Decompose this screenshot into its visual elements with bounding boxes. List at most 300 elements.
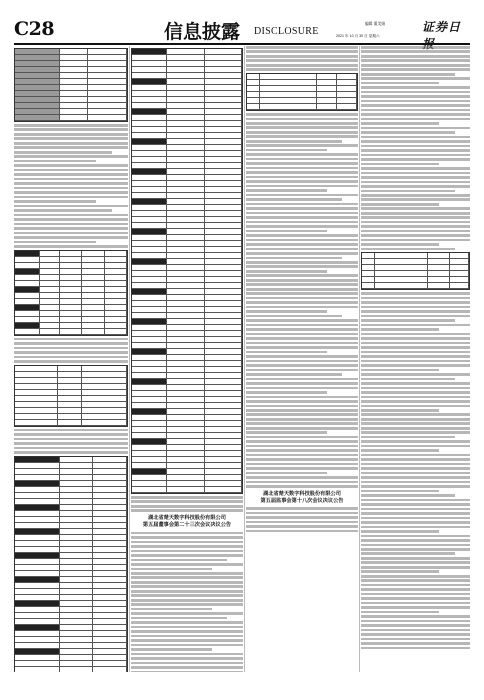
section-title-english: DISCLOSURE	[254, 26, 319, 37]
notice-title: 第五届董事会第二十三次会议决议公告	[142, 521, 232, 528]
text-line	[14, 241, 96, 244]
text-line	[361, 413, 470, 416]
text-line	[131, 635, 243, 638]
text-line	[361, 548, 470, 551]
text-line	[246, 476, 358, 479]
text-line	[361, 400, 470, 403]
text-line	[14, 347, 128, 350]
text-line	[131, 662, 243, 665]
text-line	[14, 146, 128, 149]
text-line	[361, 46, 470, 49]
text-line	[14, 429, 128, 432]
text-line	[131, 617, 227, 620]
text-line	[246, 387, 358, 390]
text-line	[361, 172, 470, 175]
text-line	[361, 418, 470, 421]
text-line	[361, 91, 470, 94]
text-line	[246, 162, 358, 165]
text-line	[246, 212, 358, 215]
text-line	[246, 216, 358, 219]
text-line	[361, 593, 470, 596]
table-cell	[15, 420, 58, 426]
text-line	[246, 512, 358, 515]
text-line	[361, 122, 439, 125]
text-line	[14, 205, 128, 208]
text-line	[246, 239, 358, 242]
text-line	[361, 225, 470, 228]
table-cell	[167, 487, 204, 493]
text-line	[246, 153, 358, 156]
text-line	[14, 124, 128, 127]
text-line	[246, 194, 358, 197]
text-line	[361, 95, 470, 98]
text-line	[361, 181, 470, 184]
text-line	[361, 566, 470, 569]
text-line	[131, 657, 243, 660]
text-line	[131, 545, 243, 548]
text-line	[246, 158, 358, 161]
text-line	[246, 530, 358, 533]
text-line	[361, 127, 470, 130]
text-line	[361, 149, 470, 152]
column-4	[361, 46, 470, 672]
text-line	[131, 581, 243, 584]
text-line	[246, 418, 358, 421]
text-line	[14, 137, 128, 140]
text-line	[361, 145, 470, 148]
header-rule	[14, 43, 470, 45]
text-line	[14, 187, 128, 190]
text-line	[361, 207, 470, 210]
column-divider	[359, 46, 360, 672]
text-line	[246, 427, 358, 430]
text-line	[246, 369, 358, 372]
text-line	[131, 608, 212, 611]
text-line	[246, 257, 342, 260]
text-line	[131, 599, 243, 602]
text-line	[361, 324, 470, 327]
text-line	[14, 164, 128, 167]
table-cell	[58, 420, 83, 426]
text-line	[246, 288, 358, 291]
notice-company: 湖北省楚天数字科技股份有限公司	[263, 490, 341, 497]
text-line	[361, 230, 470, 233]
text-line	[246, 207, 358, 210]
text-line	[361, 369, 439, 372]
text-line	[361, 306, 470, 309]
text-line	[246, 274, 358, 277]
text-line	[246, 454, 358, 457]
table-cell	[362, 283, 375, 289]
text-line	[246, 149, 327, 152]
text-line	[361, 396, 470, 399]
text-line	[246, 261, 358, 264]
text-line	[361, 597, 470, 600]
text-line	[361, 575, 470, 578]
text-line	[361, 131, 455, 134]
text-line	[361, 530, 439, 533]
text-line	[361, 624, 470, 627]
text-line	[246, 449, 358, 452]
text-line	[131, 590, 243, 593]
text-line	[361, 351, 470, 354]
text-line	[14, 209, 112, 212]
text-line	[246, 463, 358, 466]
text-line	[361, 521, 470, 524]
text-line	[131, 500, 243, 503]
text-line	[246, 185, 358, 188]
table-cell	[40, 329, 60, 335]
text-line	[246, 440, 358, 443]
text-line	[361, 239, 470, 242]
disclosure-table	[14, 456, 128, 672]
text-line	[361, 360, 470, 363]
text-line	[361, 647, 470, 650]
text-line	[361, 620, 470, 623]
text-line	[361, 297, 470, 300]
text-line	[131, 639, 243, 642]
text-line	[14, 442, 128, 445]
column-2	[131, 46, 243, 672]
text-line	[131, 653, 243, 656]
text-line	[246, 46, 358, 49]
text-line	[361, 158, 470, 161]
table-cell	[450, 283, 469, 289]
table-cell	[93, 667, 127, 672]
text-line	[361, 485, 470, 488]
text-line	[361, 212, 470, 215]
text-line	[361, 77, 470, 80]
text-line	[246, 171, 358, 174]
date-line: 2021 年 10 月 30 日 星期六	[336, 34, 380, 38]
text-line	[361, 64, 470, 67]
text-line	[361, 436, 455, 439]
text-line	[131, 644, 243, 647]
text-line	[131, 563, 243, 566]
text-line	[361, 526, 470, 529]
table-cell	[60, 115, 88, 121]
text-line	[246, 189, 327, 192]
text-line	[131, 496, 243, 499]
text-line	[246, 118, 358, 121]
text-line	[131, 559, 227, 562]
text-line	[246, 310, 327, 313]
text-line	[361, 431, 470, 434]
text-line	[361, 539, 470, 542]
text-line	[361, 382, 470, 385]
text-line	[361, 584, 470, 587]
text-line	[361, 611, 439, 614]
text-line	[361, 629, 470, 632]
text-line	[361, 458, 470, 461]
notice-title: 第五届监事会第十八次会议决议公告	[260, 497, 344, 504]
text-line	[361, 342, 470, 345]
text-line	[14, 351, 128, 354]
text-line	[246, 279, 358, 282]
newspaper-logo: 证券日	[422, 20, 462, 34]
text-line	[361, 476, 470, 479]
text-line	[361, 315, 470, 318]
text-line	[14, 232, 128, 235]
disclosure-table	[14, 365, 128, 427]
text-line	[14, 433, 128, 436]
text-line	[361, 373, 470, 376]
text-line	[361, 167, 470, 170]
table-cell	[205, 487, 242, 493]
text-line	[361, 499, 470, 502]
text-line	[246, 198, 342, 201]
text-line	[131, 541, 243, 544]
text-line	[361, 378, 455, 381]
text-line	[131, 630, 243, 633]
text-line	[361, 490, 439, 493]
text-line	[246, 230, 327, 233]
text-line	[361, 100, 470, 103]
table-cell	[247, 104, 260, 110]
table-cell	[60, 329, 82, 335]
text-line	[361, 140, 470, 143]
editor-line: 编辑 董美娟	[365, 22, 386, 26]
text-line	[361, 203, 439, 206]
text-line	[246, 113, 358, 116]
text-line	[361, 113, 470, 116]
table-cell	[82, 420, 127, 426]
text-line	[361, 561, 470, 564]
column-divider	[129, 46, 130, 672]
table-cell	[15, 115, 60, 121]
text-line	[14, 342, 128, 345]
text-line	[361, 216, 470, 219]
text-line	[246, 485, 358, 488]
text-line	[361, 190, 455, 193]
text-line	[361, 176, 470, 179]
text-line	[246, 360, 358, 363]
text-line	[246, 306, 358, 309]
text-line	[131, 536, 243, 539]
table-cell	[15, 329, 40, 335]
text-line	[246, 445, 358, 448]
text-line	[246, 176, 358, 179]
text-line	[361, 292, 470, 295]
text-line	[14, 169, 128, 172]
page-number: C28	[14, 18, 55, 40]
text-line	[14, 236, 128, 239]
text-line	[131, 626, 243, 629]
text-line	[361, 552, 455, 555]
text-line	[361, 445, 470, 448]
column-3	[246, 46, 358, 672]
text-line	[246, 413, 358, 416]
text-line	[14, 356, 128, 359]
text-line	[131, 550, 243, 553]
section-title: 信息披露	[164, 21, 241, 43]
text-line	[361, 68, 470, 71]
notice-company: 湖北省楚天数字科技股份有限公司	[148, 515, 226, 522]
text-line	[361, 508, 470, 511]
text-line	[246, 346, 358, 349]
text-line	[361, 467, 470, 470]
text-line	[246, 525, 358, 528]
text-line	[361, 198, 470, 201]
table-cell	[317, 104, 337, 110]
text-line	[131, 505, 243, 508]
text-line	[246, 135, 358, 138]
text-line	[131, 666, 243, 669]
text-line	[361, 638, 470, 641]
table-cell	[260, 104, 317, 110]
text-line	[246, 431, 327, 434]
text-line	[246, 396, 358, 399]
text-line	[361, 86, 470, 89]
text-line	[361, 405, 470, 408]
text-line	[361, 136, 470, 139]
text-line	[361, 633, 470, 636]
text-line	[131, 509, 243, 512]
text-line	[131, 671, 243, 672]
text-line	[131, 568, 212, 571]
text-line	[246, 328, 358, 331]
text-line	[246, 270, 327, 273]
text-line	[246, 59, 358, 62]
text-line	[14, 451, 128, 454]
table-cell	[337, 104, 357, 110]
text-line	[246, 140, 342, 143]
text-line	[246, 292, 358, 295]
text-line	[246, 422, 358, 425]
table-cell	[132, 487, 167, 493]
table-cell	[88, 115, 127, 121]
text-line	[14, 223, 128, 226]
text-line	[361, 517, 470, 520]
text-line	[246, 467, 358, 470]
text-line	[361, 472, 470, 475]
text-line	[361, 82, 439, 85]
text-line	[361, 337, 470, 340]
text-line	[246, 131, 358, 134]
text-line	[131, 554, 243, 557]
text-line	[246, 324, 358, 327]
text-line	[246, 126, 358, 129]
text-line	[361, 248, 455, 251]
text-line	[361, 328, 439, 331]
text-line	[14, 128, 128, 131]
table-cell	[15, 667, 60, 672]
text-line	[14, 160, 96, 163]
text-line	[361, 163, 439, 166]
text-line	[246, 50, 358, 53]
text-line	[361, 59, 470, 62]
table-cell	[375, 283, 429, 289]
table-cell	[82, 329, 104, 335]
text-line	[14, 360, 128, 363]
text-line	[361, 154, 470, 157]
text-line	[246, 221, 358, 224]
text-line	[361, 221, 470, 224]
column-divider	[244, 46, 245, 672]
text-line	[361, 427, 470, 430]
text-line	[361, 346, 470, 349]
text-line	[361, 449, 439, 452]
text-line	[361, 185, 470, 188]
text-line	[246, 122, 358, 125]
text-line	[14, 438, 128, 441]
text-line	[246, 297, 358, 300]
text-line	[246, 355, 358, 358]
text-line	[246, 203, 358, 206]
text-line	[361, 319, 455, 322]
text-line	[361, 512, 470, 515]
text-line	[246, 180, 358, 183]
text-line	[361, 602, 470, 605]
text-line	[361, 422, 470, 425]
text-line	[14, 338, 128, 341]
text-line	[246, 364, 358, 367]
text-line	[14, 155, 128, 158]
text-line	[246, 436, 358, 439]
text-line	[14, 227, 128, 230]
text-line	[361, 557, 470, 560]
text-line	[361, 104, 470, 107]
text-line	[131, 572, 243, 575]
table-cell	[428, 283, 449, 289]
table-cell	[105, 329, 127, 335]
text-line	[246, 409, 358, 412]
text-line	[246, 315, 342, 318]
text-line	[361, 364, 470, 367]
disclosure-table	[361, 252, 470, 290]
text-line	[246, 68, 358, 71]
text-line	[361, 409, 439, 412]
text-line	[361, 606, 470, 609]
text-line	[14, 178, 128, 181]
text-line	[361, 503, 470, 506]
text-line	[246, 507, 358, 510]
text-line	[246, 252, 358, 255]
text-line	[14, 182, 128, 185]
text-line	[361, 440, 470, 443]
text-line	[14, 142, 128, 145]
text-line	[361, 454, 470, 457]
text-line	[246, 225, 358, 228]
disclosure-table	[131, 48, 243, 494]
text-line	[361, 50, 470, 53]
text-line	[246, 319, 358, 322]
text-line	[246, 283, 358, 286]
text-line	[361, 391, 470, 394]
text-line	[361, 355, 470, 358]
text-line	[361, 310, 470, 313]
text-line	[361, 243, 439, 246]
text-line	[246, 382, 358, 385]
text-line	[14, 245, 128, 248]
text-line	[361, 118, 470, 121]
text-line	[361, 463, 470, 466]
text-line	[246, 248, 358, 251]
disclosure-table	[14, 48, 128, 122]
text-line	[246, 391, 327, 394]
text-line	[14, 200, 96, 203]
text-line	[246, 405, 358, 408]
text-line	[14, 218, 128, 221]
text-line	[246, 64, 358, 67]
text-line	[131, 603, 243, 606]
text-line	[14, 133, 128, 136]
text-line	[131, 585, 243, 588]
text-line	[246, 337, 358, 340]
text-line	[131, 621, 243, 624]
notice-heading	[131, 515, 243, 529]
text-line	[361, 535, 470, 538]
